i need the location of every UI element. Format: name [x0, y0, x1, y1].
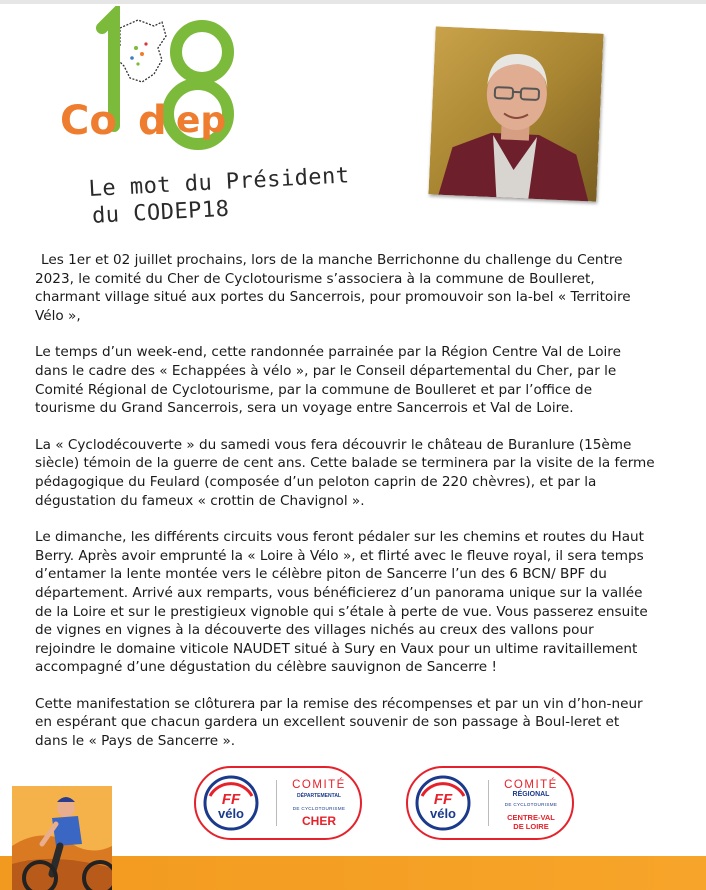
- logo-text-d: d: [138, 98, 167, 144]
- president-photo: [428, 26, 603, 201]
- cyclist-illustration: [12, 786, 112, 890]
- badge-sub2: DE CYCLOTOURISME: [504, 802, 558, 807]
- badge-name: CENTRE-VAL DE LOIRE: [507, 813, 555, 831]
- title-line-2: du CODEP18: [91, 196, 231, 229]
- paragraph: Le dimanche, les différents circuits vous feront pédaler sur les chemins et routes du Haut Berry. Après avoir emprunté la « Loire à Vélo », et flirté avec le fleuve royal, il sera temps d’entamer la lente montée vers le célèbre piton de Sancerre l’un des 6 BCN/ BPF du département. Arrivé aux remparts, vous bénéficierez d’un panorama unique sur la vallée de la Loire et sur le prestigieux vignoble qui s’étale à perte de vue. Vous passerez ensuite de vignes en vignes à la découverte des villages nichés au creux des vallons pour rejoindre le domaine viticole NAUDET situé à Sury en Vaux pour un ultime ravitaillement accompagné d’une dégustation du célèbre sauvignon de Sancerre !: [35, 529, 648, 676]
- badge-sub: DÉPARTEMENTAL: [297, 793, 341, 799]
- badge-comite: COMITÉ: [504, 779, 558, 791]
- ffvelo-centre-logo: [406, 766, 574, 840]
- ff-text: FF: [433, 791, 453, 808]
- logo-text-co: Co: [60, 98, 117, 144]
- velo-text: vélo: [429, 806, 457, 821]
- badge-name: CHER: [301, 814, 336, 828]
- article-body: [35, 251, 655, 769]
- ff-text: FF: [221, 791, 241, 808]
- paragraph: Le temps d’un week-end, cette randonnée parrainée par la Région Centre Val de Loire dans le cadre des « Echappées à vélo », par le Conseil départemental du Cher, par le Comité Régional de Cyclotourisme, par la commune de Boulleret et par l’office de tourisme du Grand Sancerrois, sera un voyage entre Sancerrois et Val de Loire.: [35, 344, 621, 417]
- badge-comite: COMITÉ: [292, 779, 346, 791]
- badge-sub2: DE CYCLOTOURISME: [292, 806, 346, 811]
- ffvelo-emblem-icon: [202, 774, 260, 832]
- ffvelo-emblem-icon: [414, 774, 472, 832]
- ffvelo-cher-logo: [194, 766, 362, 840]
- page-title: [88, 162, 352, 230]
- badge-sub: RÉGIONAL: [512, 791, 550, 798]
- codep18-logo: [58, 6, 258, 156]
- paragraph: Cette manifestation se clôturera par la remise des récompenses et par un vin d’hon-neur en espérant que chacun gardera un excellent souvenir de son passage à Boul-leret et dans le « Pays de Sancerre ».: [35, 695, 643, 750]
- paragraph: Les 1er et 02 juillet prochains, lors de la manche Berrichonne du challenge du Centre 2023, le comité du Cher de Cyclotourisme s’associera à la commune de Boulleret, charmant village situé aux portes du Sancerrois, pour promouvoir son la-bel « Territoire Vélo »,: [35, 252, 631, 324]
- badge-separator: [488, 780, 489, 826]
- top-divider: [0, 0, 706, 4]
- velo-text: vélo: [217, 806, 245, 821]
- badge-separator: [276, 780, 277, 826]
- title-line-1: Le mot du Président: [88, 163, 351, 202]
- paragraph: La « Cyclodécouverte » du samedi vous fera découvrir le château de Buranlure (15ème siècle) témoin de la guerre de cent ans. Cette balade se terminera par la visite de la ferme pédagogique du Feulard (composée d’un peloton caprin de 220 chèvres), et par la dégustation du fameux « crottin de Chavignol ».: [35, 436, 655, 509]
- logo-text-ep: ep: [176, 100, 227, 141]
